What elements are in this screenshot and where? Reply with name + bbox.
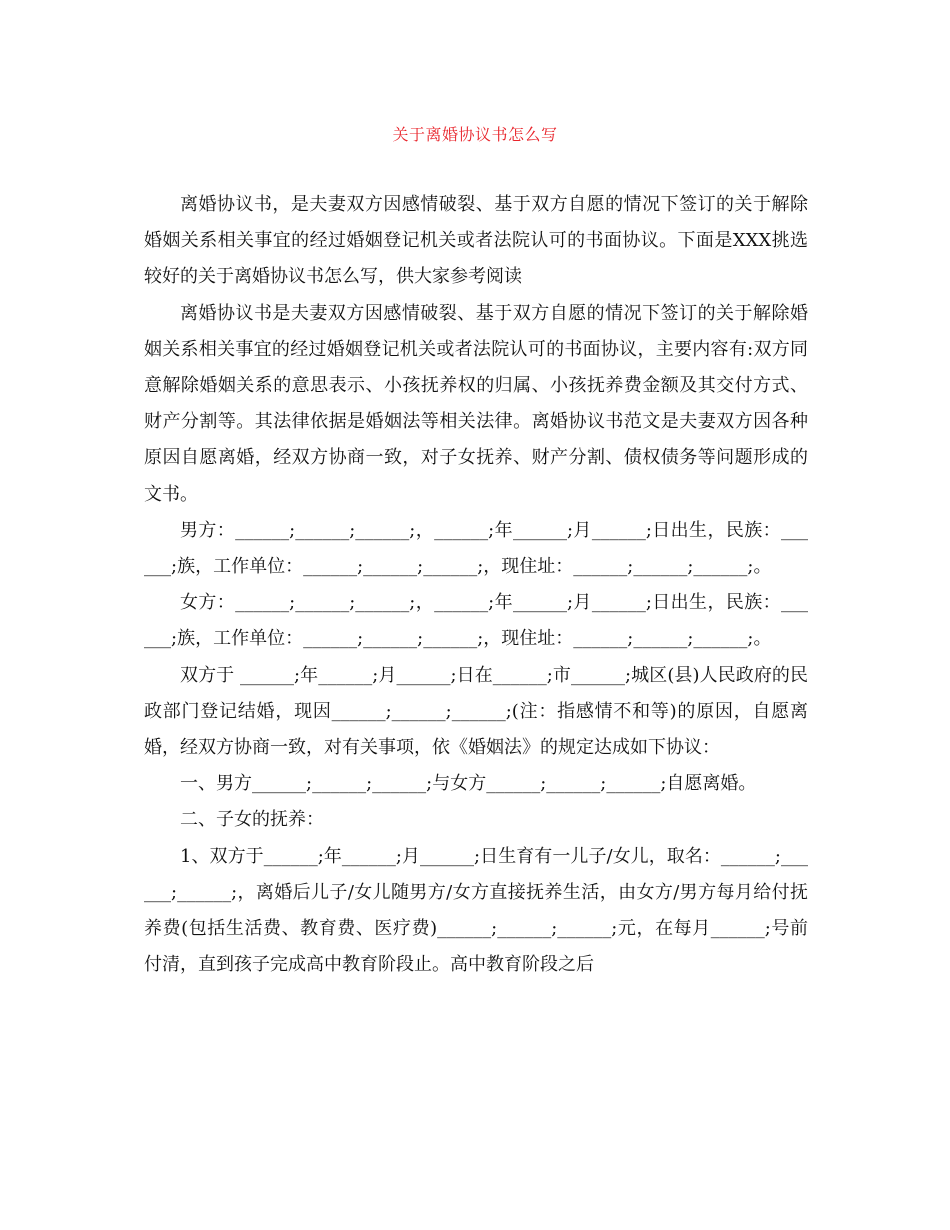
paragraph-marriage-registration: 双方于 ______;年______;月______;日在______;市______;城区(县)人民政府的民政部门登记结婚，现因______;______;______;(注：指感情不和等)的原因，自愿离婚，经双方协商一致，对有关事项，依《婚姻法》的规定达成如下协议： [144,664,808,759]
paragraph-intro: 离婚协议书，是夫妻双方因感情破裂、基于双方自愿的情况下签订的关于解除婚姻关系相关事宜的经过婚姻登记机关或者法院认可的书面协议。下面是XXX挑选较好的关于离婚协议书怎么写，供大家参考阅读 [144,194,808,288]
paragraph-female-party: 女方：______;______;______;，______;年______;月______;日出生，民族：______;族，工作单位：______;______;______;，现住址：______;______;______;。 [144,592,808,650]
paragraph-clause-two-heading: 二、子女的抚养： [180,809,324,831]
paragraph-definition: 离婚协议书是夫妻双方因感情破裂、基于双方自愿的情况下签订的关于解除婚姻关系相关事宜的经过婚姻登记机关或者法院认可的书面协议，主要内容有:双方同意解除婚姻关系的意思表示、小孩抚养权的归属、小孩抚养费金额及其交付方式、财产分割等。其法律依据是婚姻法等相关法律。离婚协议书范文是夫妻双方因各种原因自愿离婚，经双方协商一致，对子女抚养、财产分割、债权债务等问题形成的文书。 [144,302,808,505]
document-body [144,187,808,983]
paragraph-male-party: 男方：______;______;______;，______;年______;月______;日出生，民族：______;族，工作单位：______;______;______;，现住址：______;______;______;。 [144,519,808,578]
paragraph-clause-one: 一、男方______;______;______;与女方______;______;______;自愿离婚。 [180,773,757,795]
paragraph-child-support: 1、双方于______;年______;月______;日生育有一儿子/女儿，取名：______;______;______;，离婚后儿子/女儿随男方/女方直接抚养生活，由女方/男方每月给付抚养费(包括生活费、教育费、医疗费)______;______;______;元，在每月______;号前付清，直到孩子完成高中教育阶段止。高中教育阶段之后 [144,845,808,976]
document-title: 关于离婚协议书怎么写 [392,125,558,144]
